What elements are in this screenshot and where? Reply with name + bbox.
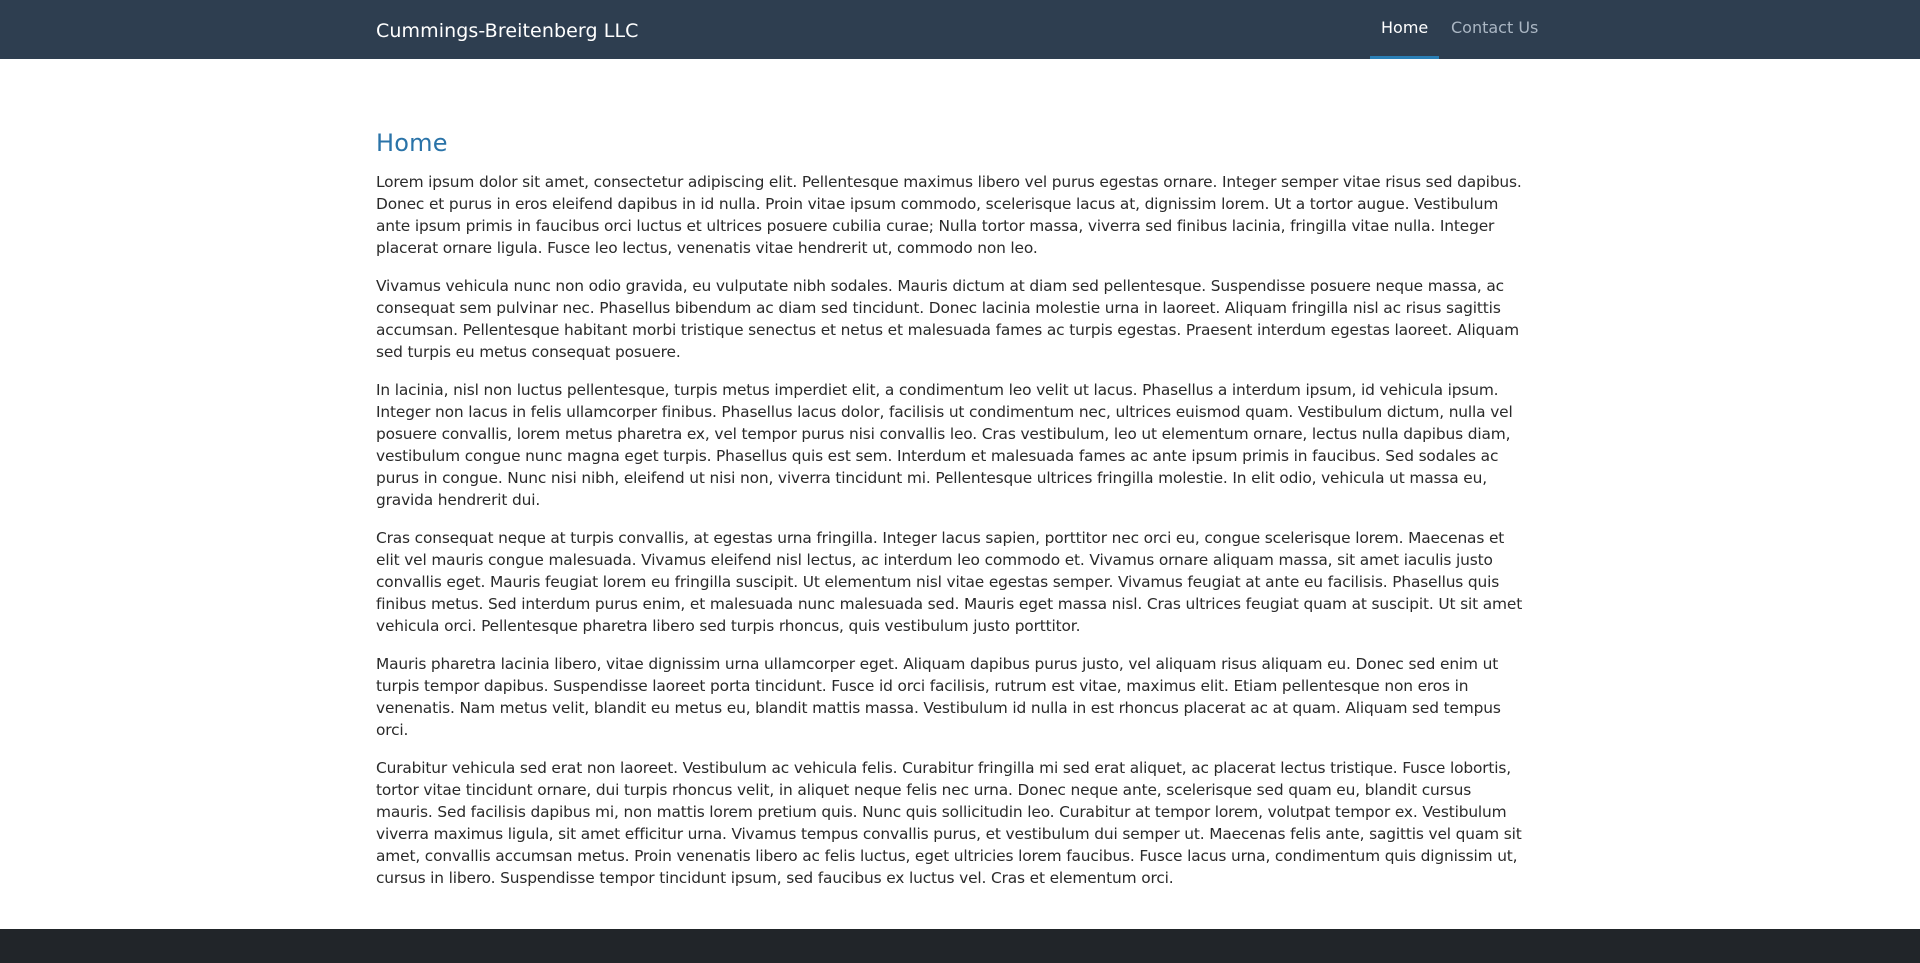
content-paragraph-6: Curabitur vehicula sed erat non laoreet. Vestibulum ac vehicula felis. Curabitur fringilla mi sed erat aliquet, ac placerat lectus tristique. Fusce lobortis, tortor vitae tincidunt ornare, dui turpis rhoncus velit, in aliquet neque felis nec urna. Donec neque ante, scelerisque sed quam eu, blandit cursus mauris. Sed facilisis dapibus mi, non mattis lorem pretium quis. Nunc quis sollicitudin leo. Curabitur at tempor lorem, volutpat tempor ex. Vestibulum viverra maximus ligula, sit amet efficitur urna. Vivamus tempus convallis purus, et vestibulum dui semper ut. Maecenas felis ante, sagittis vel quam sit amet, convallis accumsan metus. Proin venenatis libero ac felis luctus, eget ultricies lorem faucibus. Fusce lacus urna, condimentum quis dignissim ut, cursus in libero. Suspendisse tempor tincidunt ipsum, sed faucibus ex luctus vel. Cras et elementum orci. [376,759,1522,887]
content-paragraph-4: Cras consequat neque at turpis convallis, at egestas urna fringilla. Integer lacus sapien, porttitor nec orci eu, congue scelerisque lorem. Maecenas et elit vel mauris congue malesuada. Vivamus eleifend nisl lectus, ac interdum leo commodo et. Vivamus ornare aliquam massa, sit amet iaculis justo convallis eget. Mauris feugiat lorem eu fringilla suscipit. Ut elementum nisl vitae egestas semper. Vivamus feugiat at ante eu facilisis. Phasellus quis finibus metus. Sed interdum purus enim, et malesuada nunc malesuada sed. Mauris eget massa nisl. Cras ultrices feugiat quam at suscipit. Ut sit amet vehicula orci. Pellentesque pharetra libero sed turpis rhoncus, quis vestibulum justo porttitor. [376,529,1523,635]
main-content [376,126,1530,889]
content-paragraph-5: Mauris pharetra lacinia libero, vitae dignissim urna ullamcorper eget. Aliquam dapibus purus justo, vel aliquam risus aliquam eu. Donec sed enim ut turpis tempor dapibus. Suspendisse laoreet porta tincidunt. Fusce id orci facilisis, rutrum est vitae, maximus elit. Etiam pellentesque non eros in venenatis. Nam metus velit, blandit eu metus eu, blandit mattis massa. Vestibulum id nulla in est rhoncus placerat ac at quam. Aliquam sed tempus orci. [376,655,1501,739]
nav-contact-link[interactable]: Contact Us [1451,18,1539,37]
brand-link[interactable]: Cummings-Breitenberg LLC [376,20,639,42]
active-nav-indicator [1370,56,1439,59]
content-paragraph-3: In lacinia, nisl non luctus pellentesque, turpis metus imperdiet elit, a condimentum leo velit ut lacus. Phasellus a interdum ipsum, id vehicula ipsum. Integer non lacus in felis ullamcorper finibus. Phasellus lacus dolor, facilisis ut condimentum nec, ultrices euismod quam. Vestibulum dictum, nulla vel posuere convallis, lorem metus pharetra ex, vel tempor purus nisi convallis leo. Cras vestibulum, leo ut elementum ornare, lectus nulla dapibus diam, vestibulum congue nunc magna eget turpis. Phasellus quis est sem. Interdum et malesuada fames ac ante ipsum primis in faucibus. Sed sodales ac purus in congue. Nunc nisi nibh, eleifend ut nisi non, viverra tincidunt mi. Pellentesque ultrices fringilla molestie. In elit odio, vehicula ut massa eu, gravida hendrerit dui. [376,381,1513,509]
content-paragraph-2: Vivamus vehicula nunc non odio gravida, eu vulputate nibh sodales. Mauris dictum at diam sed pellentesque. Suspendisse posuere neque massa, ac consequat sem pulvinar nec. Phasellus bibendum ac diam sed tincidunt. Donec lacinia molestie urna in laoreet. Aliquam fringilla nisl ac risus sagittis accumsan. Pellentesque habitant morbi tristique senectus et netus et malesuada fames ac turpis egestas. Praesent interdum egestas laoreet. Aliquam sed turpis eu metus consequat posuere. [376,277,1520,361]
footer [0,929,1920,963]
nav-home-link[interactable]: Home [1381,18,1429,37]
page-title: Home [376,129,448,157]
top-navbar [0,0,1920,59]
content-paragraph-1: Lorem ipsum dolor sit amet, consectetur adipiscing elit. Pellentesque maximus libero vel purus egestas ornare. Integer semper vitae risus sed dapibus. Donec et purus in eros eleifend dapibus in id nulla. Proin vitae ipsum commodo, scelerisque lacus at, dignissim lorem. Ut a tortor augue. Vestibulum ante ipsum primis in faucibus orci luctus et ultrices posuere cubilia curae; Nulla tortor massa, viverra sed finibus lacinia, fringilla vitae nulla. Integer placerat ornare ligula. Fusce leo lectus, venenatis vitae hendrerit ut, commodo non leo. [376,173,1522,257]
